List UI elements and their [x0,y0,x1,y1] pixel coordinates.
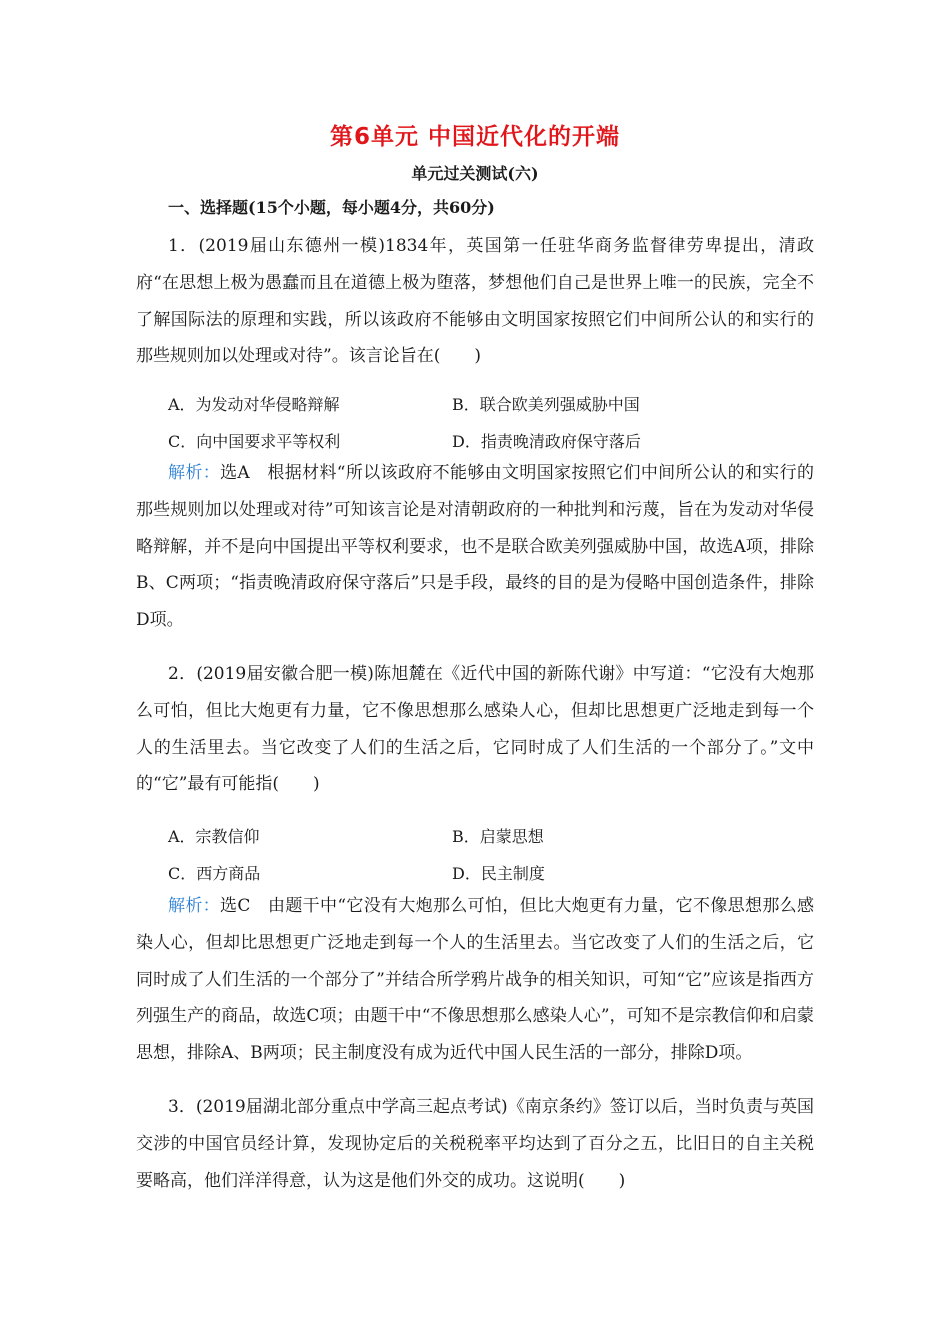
question-3-stem: 3．(2019届湖北部分重点中学高三起点考试)《南京条约》签订以后，当时负责与英国交涉的中国官员经计算，发现协定后的关税税率平均达到了百分之五，比旧日的自主关税要略高，他们洋洋得意，认为这是他们外交的成功。这说明( ) [136,1097,814,1191]
question-1-option-b: B．联合欧美列强威胁中国 [452,395,640,414]
question-1-option-c: C．向中国要求平等权利 [168,431,341,451]
question-1-analysis [136,455,814,639]
question-2-stem: 2．(2019届安徽合肥一模)陈旭麓在《近代中国的新陈代谢》中写道：“它没有大炮那么可怕，但比大炮更有力量，它不像思想那么感染人心，但却比思想更广泛地走到每一个人的生活里去。当它改变了人们的生活之后，它同时成了人们生活的一个部分了。”文中的“它”最有可能指( ) [136,664,814,795]
page-title: 第6单元 中国近代化的开端 [329,124,620,150]
question-2-analysis [136,888,814,1072]
analysis-label: 解析： [168,463,221,483]
analysis-text: 选C 由题干中“它没有大炮那么可怕，但比大炮更有力量，它不像思想那么感染人心，但却比思想更广泛地走到每一个人的生活里去。当它改变了人们的生活之后，它同时成了人们生活的一个部分了”并结合所学鸦片战争的相关知识，可知“它”应该是指西方列强生产的商品，故选C项；由题干中“不像思想那么感染人心”，可知不是宗教信仰和启蒙思想，排除A、B两项；民主制度没有成为近代中国人民生活的一部分，排除D项。 [136,896,814,1064]
question-2-option-b: B．启蒙思想 [452,827,544,846]
section-heading: 一、选择题(15个小题，每小题4分，共60分) [168,198,495,217]
question-1-stem: 1．(2019届山东德州一模)1834年，英国第一任驻华商务监督律劳卑提出，清政府“在思想上极为愚蠢而且在道德上极为堕落，梦想他们自己是世界上唯一的民族，完全不了解国际法的原理和实践，所以该政府不能够由文明国家按照它们中间所公认的和实行的那些规则加以处理或对待”。该言论旨在( ) [136,236,814,367]
analysis-text: 选A 根据材料“所以该政府不能够由文明国家按照它们中间所公认的和实行的那些规则加以处理或对待”可知该言论是对清朝政府的一种批判和污蔑，旨在为发动对华侵略辩解，并不是向中国提出平等权利要求，也不是联合欧美列强威胁中国，故选A项，排除B、C两项；“指责晚清政府保守落后”只是手段，最终的目的是为侵略中国创造条件，排除D项。 [136,463,815,631]
question-2-options [168,824,808,897]
test-subtitle: 单元过关测试(六) [411,164,539,183]
question-2-option-d: D．民主制度 [452,863,545,883]
analysis-label: 解析： [168,896,220,916]
question-1-option-a: A．为发动对华侵略辩解 [168,395,340,414]
question-1-option-d: D．指责晚清政府保守落后 [452,431,641,451]
question-2-option-c: C．西方商品 [168,863,261,883]
question-2-option-a: A．宗教信仰 [168,827,260,846]
